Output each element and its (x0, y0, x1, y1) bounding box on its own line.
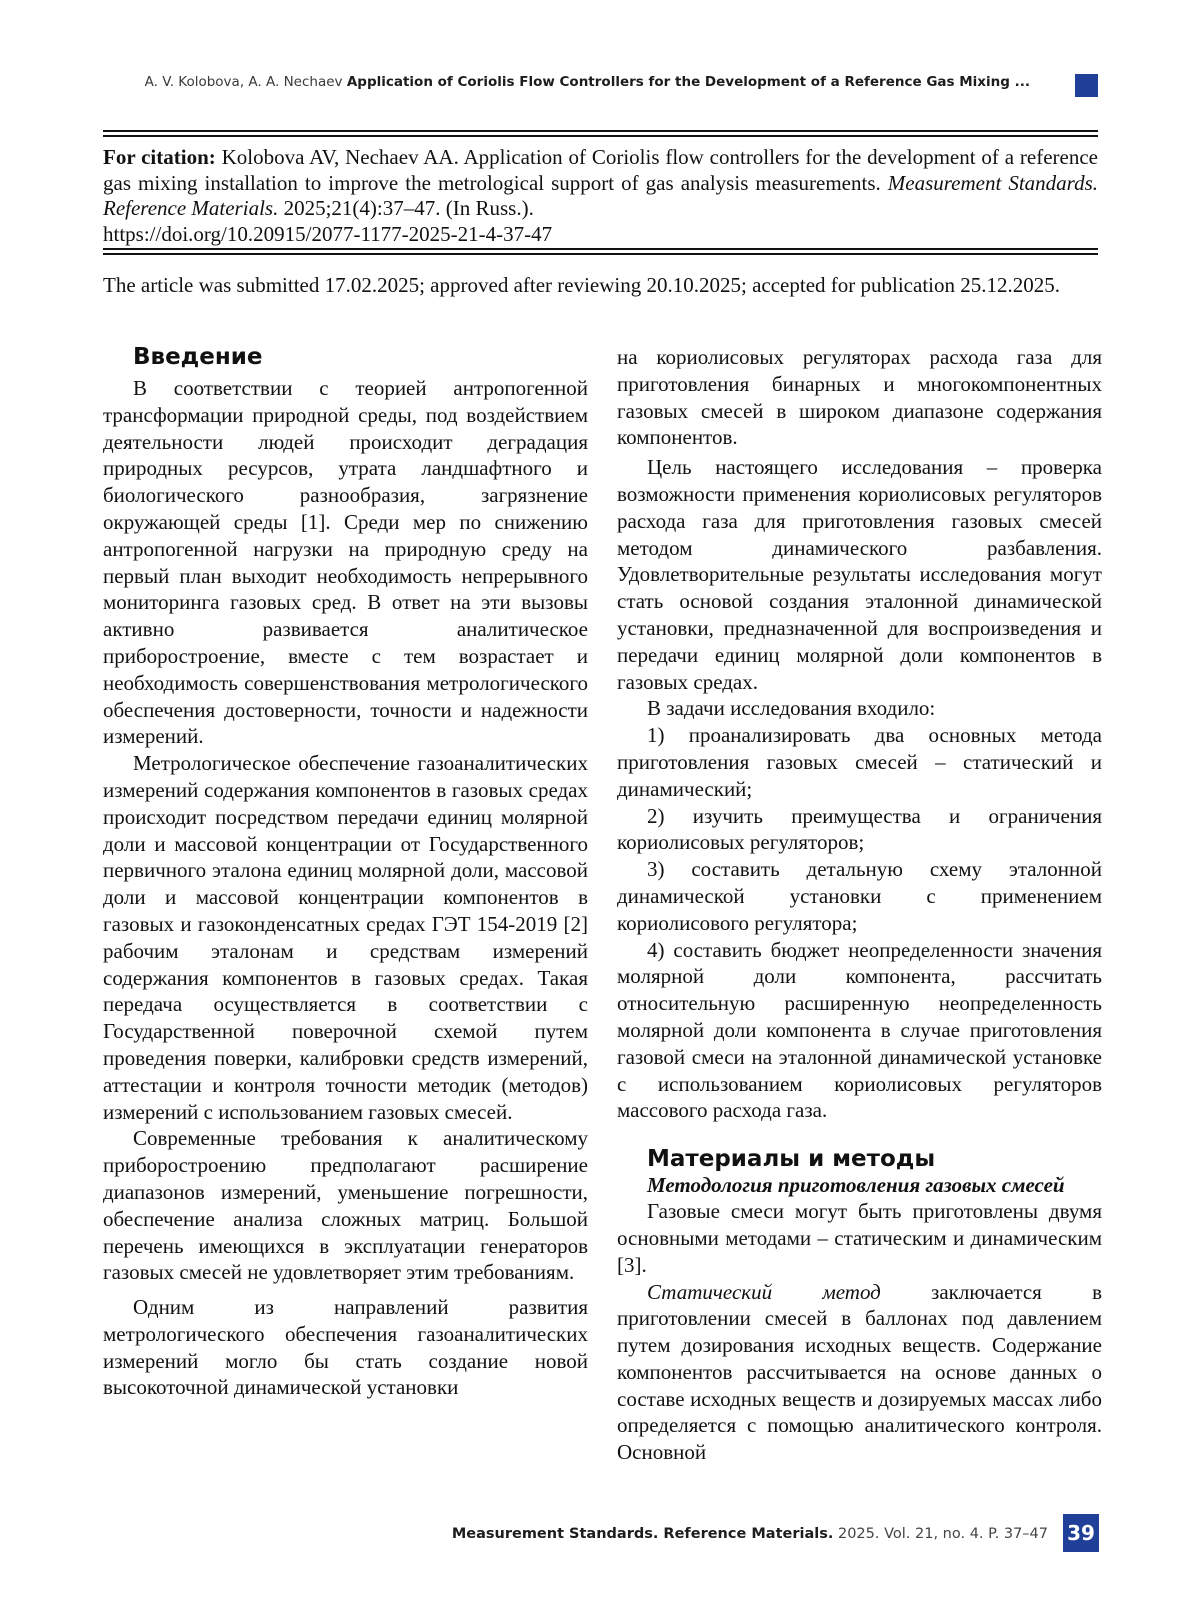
citation-label: For citation: (103, 145, 216, 169)
paragraph: Одним из направлений развития метрологического обеспечения газоаналитических измерений могло бы стать создание новой высокоточной динамической установки (103, 1295, 588, 1400)
paragraph-continuation: на кориолисовых регуляторах расхода газа для приготовления бинарных и многокомпонентных газовых смесей в широком диапазоне содержания компонентов. (617, 345, 1102, 450)
paragraph: Метрологическое обеспечение газоаналитических измерений содержания компонентов в газовых средах происходит посредством передачи единиц молярной доли и массовой концентрации от Государственного первичного эталона единиц молярной доли, массовой доли и массовой концентрации компонентов в газовых и газоконденсатных средах ГЭТ 154-2019 [2] рабочим эталонам и средствам измерений содержания компонентов в газовых средах. Такая передача осуществляется в соответствии с Государственной поверочной схемой путем проведения поверки, калибровки средств измерений, аттестации и контроля точности методик (методов) измерений с использованием газовых смесей. (103, 751, 588, 1124)
citation-top-rule (103, 130, 1098, 131)
tasks-intro: В задачи исследования входило: (647, 696, 936, 721)
section-heading-materials-methods: Материалы и методы (647, 1146, 936, 1173)
subsection-heading-methodology: Методология приготовления газовых смесей (647, 1173, 1065, 1198)
running-head-title: Application of Coriolis Flow Controllers for the Development of a Reference Gas Mixing ... (346, 74, 1030, 90)
article-dates: The article was submitted 17.02.2025; approved after reviewing 20.10.2025; accepted for publication 25.12.2025. (103, 273, 1060, 297)
section-gap (617, 1124, 1102, 1146)
footer-issue: 2025. Vol. 21, no. 4. P. 37–47 (837, 1526, 1048, 1542)
task-item: 1) проанализировать два основных метода приготовления газовых смесей – статический и динамический; (617, 723, 1102, 801)
paragraph-static-method (617, 1279, 1102, 1467)
paragraph: В соответствии с теорией антропогенной трансформации природной среды, под воздействием деятельности людей происходит деградация природных ресурсов, утрата ландшафтного и биологического разнообразия, загрязнение окружающей среды [1]. Среди мер по снижению антропогенной нагрузки на природную среду на первый план выходит необходимость непрерывного мониторинга газовых сред. В ответ на эти вызовы активно развивается аналитическое приборостроение, вместе с тем возрастает и необходимость совершенствования метрологического обеспечения достоверности, точности и надежности измерений. (103, 376, 588, 749)
paragraph: Современные требования к аналитическому приборостроению предполагают расширение диапазонов измерений, уменьшение погрешности, обеспечение анализа сложных матриц. Большой перечень имеющихся в эксплуатации генераторов газовых смесей не удовлетворяет этим требованиям. (103, 1126, 588, 1285)
footer-journal: Measurement Standards. Reference Materials. (451, 1526, 834, 1542)
task-item: 3) составить детальную схему эталонной динамической установки с применением кориолисового регулятора; (617, 857, 1102, 935)
footer (300, 1526, 1048, 1542)
section-heading-introduction: Введение (133, 344, 263, 370)
static-method-term: Статический метод (647, 1279, 881, 1304)
citation-doi-link[interactable]: https://doi.org/10.20915/2077-1177-2025-21-4-37-47 (103, 221, 553, 246)
running-head-authors: A. V. Kolobova, A. A. Nechaev (144, 74, 343, 90)
citation-text: Kolobova AV, Nechaev AA. Application of Coriolis flow controllers for the development of a reference gas mixing installation to improve the metrological support of gas analysis measurements. (103, 145, 1098, 195)
task-item: 4) составить бюджет неопределенности значения молярной доли компонента, рассчитать относительную расширенную неопределенность молярной доли компонента в случае приготовления газовой смеси на эталонной динамической установке с использованием кориолисовых регуляторов массового расхода газа. (617, 937, 1102, 1123)
paragraph: Газовые смеси могут быть приготовлены двумя основными методами – статическим и динамическим [3]. (617, 1199, 1102, 1277)
static-method-text: заключается в приготовлении смесей в баллонах под давлением путем дозирования исходных веществ. Содержание компонентов рассчитывается на основе данных о составе исходных веществ и дозируемых массах либо определяется с помощью аналитического контроля. Основной (617, 1279, 1102, 1465)
paragraph-aim: Цель настоящего исследования – проверка возможности применения кориолисовых регуляторов расхода газа для приготовления газовых смесей методом динамического разбавления. Удовлетворительные результаты исследования могут стать основой создания эталонной динамической установки, предназначенной для воспроизведения и передачи единиц молярной доли компонентов в газовых средах. (617, 455, 1102, 694)
task-item: 2) изучить преимущества и ограничения кориолисовых регуляторов; (617, 803, 1102, 855)
header-accent-square (1075, 74, 1098, 97)
citation-block (103, 145, 1098, 247)
citation-journal: Measurement Standards. Reference Materials. (103, 170, 1098, 220)
page-number: 39 (1063, 1514, 1099, 1552)
right-column (617, 344, 1102, 1466)
citation-details: 2025;21(4):37–47. (In Russ.). (283, 196, 534, 220)
running-head (100, 74, 1030, 90)
citation-bottom-rule (103, 248, 1098, 249)
left-column (103, 344, 588, 1401)
